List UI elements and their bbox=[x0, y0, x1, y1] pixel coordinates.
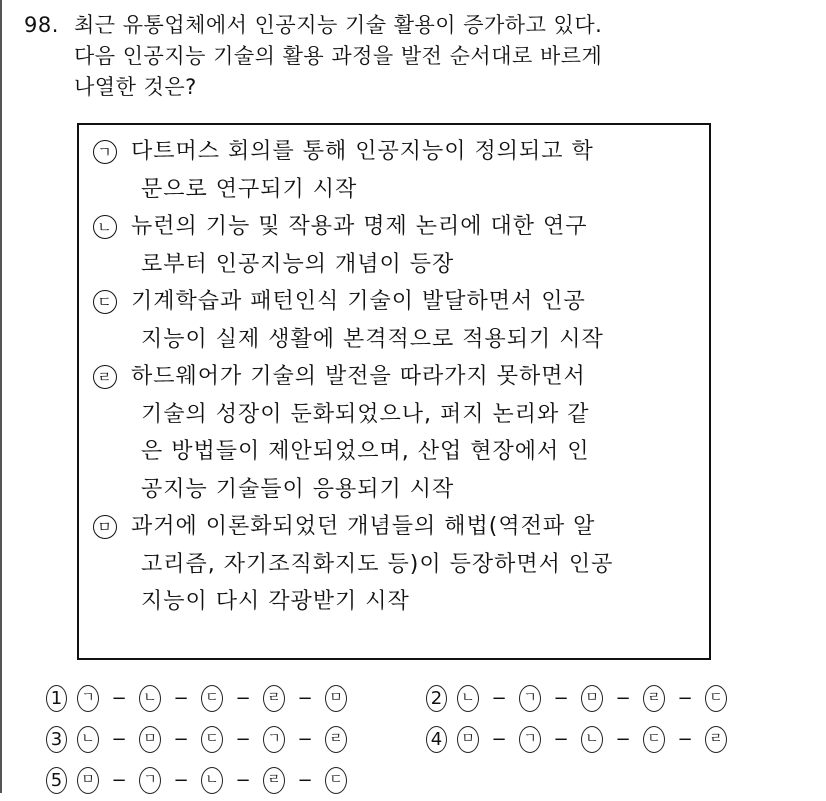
question-stem bbox=[24, 10, 744, 103]
statement-box bbox=[77, 123, 711, 660]
question-line-1: 98. 최근 유통업체에서 인공지능 기술 활용이 증가하고 있다. bbox=[24, 10, 744, 41]
page-left-border bbox=[0, 0, 2, 793]
choice-number-icon: 4 bbox=[426, 726, 447, 753]
circled-marker-icon: ㄴ bbox=[93, 215, 117, 239]
answer-choice-2[interactable]: 2 ㄴ − ㄱ − ㅁ − ㄹ − ㄷ bbox=[426, 678, 806, 719]
statement-list bbox=[89, 133, 699, 621]
circled-marker-icon: ㄱ bbox=[93, 140, 117, 164]
answer-choice-5[interactable]: 5 ㅁ − ㄱ − ㄴ − ㄹ − ㄷ bbox=[46, 760, 434, 801]
question-line-3: 나열한 것은? bbox=[74, 75, 197, 99]
circled-marker-icon: ㄹ bbox=[93, 365, 117, 389]
statement-item-b: ㄴ 뉴런의 기능 및 작용과 명제 논리에 대한 연구 로부터 인공지능의 개념이 등장 bbox=[89, 208, 699, 283]
answer-choices bbox=[46, 678, 806, 801]
choice-number-icon: 3 bbox=[46, 726, 67, 753]
statement-item-a: ㄱ 다트머스 회의를 통해 인공지능이 정의되고 학 문으로 연구되기 시작 bbox=[89, 133, 699, 208]
choice-number-icon: 5 bbox=[46, 767, 67, 794]
circled-marker-icon: ㄷ bbox=[93, 290, 117, 314]
answer-choice-3[interactable]: 3 ㄴ − ㅁ − ㄷ − ㄱ − ㄹ bbox=[46, 719, 426, 760]
choice-number-icon: 1 bbox=[46, 685, 67, 712]
choice-number-icon: 2 bbox=[426, 685, 447, 712]
question-line-2: 다음 인공지능 기술의 활용 과정을 발전 순서대로 바르게 bbox=[74, 44, 603, 68]
circled-marker-icon: ㅁ bbox=[93, 515, 117, 539]
answer-choice-4[interactable]: 4 ㅁ − ㄱ − ㄴ − ㄷ − ㄹ bbox=[426, 719, 806, 760]
statement-item-c: ㄷ 기계학습과 패턴인식 기술이 발달하면서 인공 지능이 실제 생활에 본격적으로 적용되기 시작 bbox=[89, 283, 699, 358]
statement-item-e: ㅁ 과거에 이론화되었던 개념들의 해법(역전파 알 고리즘, 자기조직화지도 등)이 등장하면서 인공 지능이 다시 각광받기 시작 bbox=[89, 508, 699, 621]
answer-choice-1[interactable]: 1 ㄱ − ㄴ − ㄷ − ㄹ − ㅁ bbox=[46, 678, 426, 719]
question-number: 98. bbox=[24, 13, 59, 37]
statement-item-d: ㄹ 하드웨어가 기술의 발전을 따라가지 못하면서 기술의 성장이 둔화되었으나, 퍼지 논리와 같 은 방법들이 제안되었으며, 산업 현장에서 인 공지능 기술들이 응용되기 시작 bbox=[89, 358, 699, 508]
